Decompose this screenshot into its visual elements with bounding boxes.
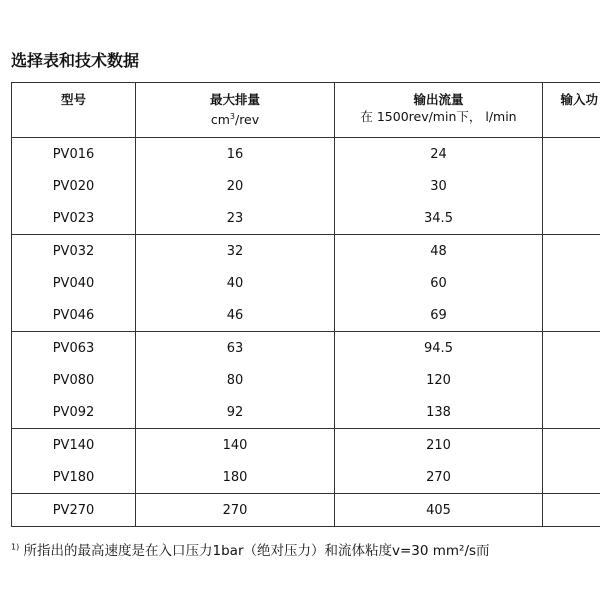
- cell-displacement: 92: [136, 396, 335, 429]
- table-row: [12, 170, 600, 202]
- cell-flow: 120: [335, 364, 543, 396]
- cell-flow: 94.5: [335, 332, 543, 365]
- cell-model: PV046: [12, 299, 136, 332]
- cell-model: PV270: [12, 494, 136, 527]
- table-row: [12, 396, 600, 429]
- cell-flow: 34.5: [335, 202, 543, 235]
- header-displacement-label: 最大排量: [209, 92, 260, 107]
- unit-cm: cm: [210, 112, 230, 128]
- cell-displacement: 63: [136, 332, 335, 365]
- cell-power: [543, 235, 600, 268]
- cell-displacement: 80: [136, 364, 335, 396]
- table-header-row: [12, 83, 600, 138]
- cell-displacement: 16: [136, 138, 335, 171]
- selection-table: [11, 82, 600, 527]
- cell-power: [543, 332, 600, 365]
- cell-power: [543, 170, 600, 202]
- unit-superscript: 3: [229, 112, 235, 121]
- footnote: [11, 539, 490, 559]
- header-flow-condition: 在 1500rev/min下， l/min: [360, 109, 517, 124]
- table-row: [12, 332, 600, 365]
- cell-displacement: 32: [136, 235, 335, 268]
- page-title: 选择表和技术数据: [11, 51, 140, 70]
- footnote-marker: 1): [11, 542, 20, 552]
- cell-power: [543, 364, 600, 396]
- header-power: 输入功: [543, 83, 600, 138]
- cell-displacement: 180: [136, 461, 335, 494]
- cell-power: [543, 429, 600, 462]
- header-flow-label: 输出流量: [413, 92, 464, 107]
- cell-displacement: 140: [136, 429, 335, 462]
- header-model: 型号: [12, 83, 136, 138]
- unit-per-rev: /rev: [234, 112, 260, 128]
- cell-model: PV063: [12, 332, 136, 365]
- cell-model: PV180: [12, 461, 136, 494]
- cell-displacement: 270: [136, 494, 335, 527]
- header-flow: [335, 83, 543, 138]
- table-row: [12, 494, 600, 527]
- cell-flow: 60: [335, 267, 543, 299]
- cell-flow: 48: [335, 235, 543, 268]
- cell-flow: 210: [335, 429, 543, 462]
- cell-model: PV140: [12, 429, 136, 462]
- table-row: [12, 429, 600, 462]
- cell-displacement: 40: [136, 267, 335, 299]
- cell-displacement: 20: [136, 170, 335, 202]
- table-row: [12, 235, 600, 268]
- cell-power: [543, 202, 600, 235]
- cell-model: PV092: [12, 396, 136, 429]
- cell-displacement: 23: [136, 202, 335, 235]
- cell-power: [543, 267, 600, 299]
- cell-model: PV040: [12, 267, 136, 299]
- cell-flow: 405: [335, 494, 543, 527]
- cell-displacement: 46: [136, 299, 335, 332]
- table-row: [12, 364, 600, 396]
- cell-model: PV020: [12, 170, 136, 202]
- cell-flow: 30: [335, 170, 543, 202]
- cell-model: PV032: [12, 235, 136, 268]
- footnote-text: 所指出的最高速度是在入口压力1bar（绝对压力）和流体粘度v=30 mm²/s而: [19, 543, 490, 559]
- cell-model: PV016: [12, 138, 136, 171]
- cell-power: [543, 396, 600, 429]
- cell-power: [543, 299, 600, 332]
- cell-flow: 69: [335, 299, 543, 332]
- header-displacement: [136, 83, 335, 138]
- cell-model: PV080: [12, 364, 136, 396]
- cell-power: [543, 461, 600, 494]
- cell-model: PV023: [12, 202, 136, 235]
- cell-flow: 24: [335, 138, 543, 171]
- header-displacement-unit: [136, 108, 334, 128]
- cell-flow: 270: [335, 461, 543, 494]
- cell-power: [543, 494, 600, 527]
- cell-flow: 138: [335, 396, 543, 429]
- table-row: [12, 138, 600, 171]
- table-row: [12, 299, 600, 332]
- table-row: [12, 202, 600, 235]
- table-row: [12, 461, 600, 494]
- table-row: [12, 267, 600, 299]
- cell-power: [543, 138, 600, 171]
